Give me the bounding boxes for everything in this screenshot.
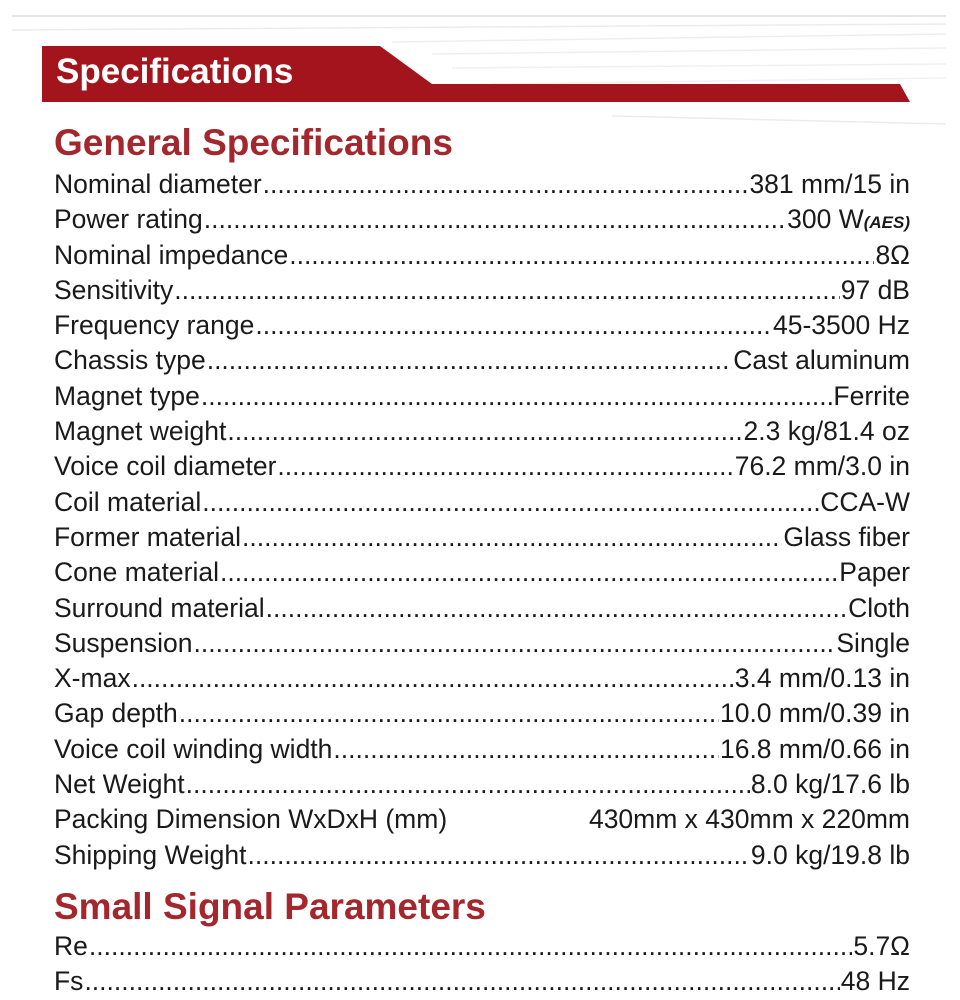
dot-leader (220, 555, 838, 590)
spec-value (820, 485, 910, 520)
spec-row (54, 202, 910, 237)
spec-value-text: 48 Hz (840, 966, 910, 997)
spec-row (54, 449, 910, 484)
spec-row (54, 273, 910, 308)
spec-label: Sensitivity (54, 274, 174, 305)
spec-row (54, 555, 910, 590)
dot-leader (186, 767, 750, 802)
spec-label: Cone material (54, 557, 219, 588)
spec-value (751, 838, 910, 873)
dot-leader (204, 202, 786, 237)
spec-value (720, 696, 910, 731)
spec-value (875, 238, 910, 273)
banner-title: Specifications (56, 52, 294, 91)
spec-label: X-max (54, 663, 131, 694)
spec-value (735, 661, 910, 696)
spec-label: Frequency range (54, 310, 255, 341)
spec-value-suffix: (AES) (863, 213, 910, 233)
spec-value-text: 300 W (787, 204, 864, 235)
spec-label: Magnet weight (54, 416, 227, 447)
spec-row (54, 732, 910, 767)
spec-row (54, 802, 910, 837)
spec-value (836, 626, 910, 661)
dot-leader (227, 414, 742, 449)
spec-label: Nominal impedance (54, 239, 289, 270)
spec-value-text: Paper (839, 557, 910, 588)
spec-label: Net Weight (54, 769, 185, 800)
small-signal-parameters-heading: Small Signal Parameters (54, 886, 486, 927)
spec-value-text: Cloth (848, 592, 910, 623)
spec-value-text: 16.8 mm/0.66 in (719, 733, 910, 764)
dot-leader (194, 626, 836, 661)
spec-value-text: 76.2 mm/3.0 in (734, 451, 910, 482)
spec-value-text: Ferrite (833, 380, 910, 411)
dot-leader (179, 696, 719, 731)
spec-row (54, 485, 910, 520)
spec-value-text: 430mm x 430mm x 220mm (588, 804, 910, 835)
spec-label: Fs (54, 966, 84, 997)
spec-value (589, 802, 910, 837)
spec-value-text: 8Ω (875, 239, 910, 270)
spec-label: Gap depth (54, 698, 178, 729)
spec-row (54, 379, 910, 414)
dot-leader (174, 273, 839, 308)
spec-row (54, 626, 910, 661)
dot-leader (84, 964, 839, 999)
dot-leader (255, 308, 772, 343)
spec-value-text: 45-3500 Hz (772, 310, 910, 341)
spec-value (773, 308, 910, 343)
spec-row (54, 520, 910, 555)
spec-label: Shipping Weight (54, 839, 247, 870)
dot-leader (132, 661, 734, 696)
spec-value-text: 3.4 mm/0.13 in (734, 663, 910, 694)
dot-leader (207, 343, 733, 378)
spec-row (54, 838, 910, 873)
specifications-banner (42, 44, 912, 106)
spec-row (54, 929, 910, 964)
spec-row (54, 308, 910, 343)
spec-value-text: Cast aluminum (733, 345, 910, 376)
spec-value-text: 5.7Ω (853, 931, 910, 961)
spec-row (54, 591, 910, 626)
spec-label: Surround material (54, 592, 265, 623)
dot-leader (201, 379, 833, 414)
spec-label: Packing Dimension WxDxH (mm) (54, 804, 448, 835)
spec-value (853, 929, 910, 964)
spec-label: Re (54, 931, 88, 961)
spec-row (54, 767, 910, 802)
spec-row (54, 414, 910, 449)
spec-label: Power rating (54, 204, 203, 235)
spec-value-text: 8.0 kg/17.6 lb (750, 769, 910, 800)
spec-value-text: 9.0 kg/19.8 lb (750, 839, 910, 870)
spec-row (54, 696, 910, 731)
dot-leader (263, 167, 749, 202)
spec-value (841, 964, 910, 999)
spec-label: Suspension (54, 627, 193, 658)
spec-label: Magnet type (54, 380, 200, 411)
spec-value (720, 732, 910, 767)
spec-value (783, 520, 910, 555)
spec-row (54, 238, 910, 273)
spec-value-text: 97 dB (840, 274, 910, 305)
spec-value-text: 2.3 kg/81.4 oz (743, 416, 910, 447)
spec-value (735, 449, 910, 484)
spec-row (54, 964, 910, 999)
spec-value (733, 343, 910, 378)
spec-value (841, 273, 910, 308)
spec-value-text: Single (836, 627, 910, 658)
spec-row (54, 167, 910, 202)
spec-label: Former material (54, 521, 242, 552)
spec-value-text: CCA-W (820, 486, 910, 517)
small-signal-parameters-list (54, 929, 910, 1000)
spec-value (749, 167, 910, 202)
spec-value (744, 414, 910, 449)
spec-value-text: Glass fiber (783, 521, 910, 552)
dot-leader (202, 485, 819, 520)
dot-leader (248, 838, 750, 873)
dot-leader (333, 732, 719, 767)
spec-label: Voice coil diameter (54, 451, 277, 482)
spec-value (751, 767, 910, 802)
general-specifications-heading: General Specifications (54, 122, 453, 163)
spec-label: Chassis type (54, 345, 206, 376)
spec-label: Coil material (54, 486, 202, 517)
dot-leader (266, 591, 847, 626)
spec-value (848, 591, 910, 626)
spec-value (787, 202, 910, 237)
spec-row (54, 343, 910, 378)
spec-label: Voice coil winding width (54, 733, 333, 764)
spec-value-text: 381 mm/15 in (749, 169, 910, 199)
spec-label: Nominal diameter (54, 169, 262, 199)
spec-value-text: 10.0 mm/0.39 in (719, 698, 910, 729)
spec-value (839, 555, 910, 590)
dot-leader (242, 520, 782, 555)
dot-leader (289, 238, 874, 273)
spec-row (54, 661, 910, 696)
dot-leader (277, 449, 733, 484)
spec-value (833, 379, 910, 414)
general-specifications-list (54, 167, 910, 873)
dot-leader (89, 929, 852, 964)
